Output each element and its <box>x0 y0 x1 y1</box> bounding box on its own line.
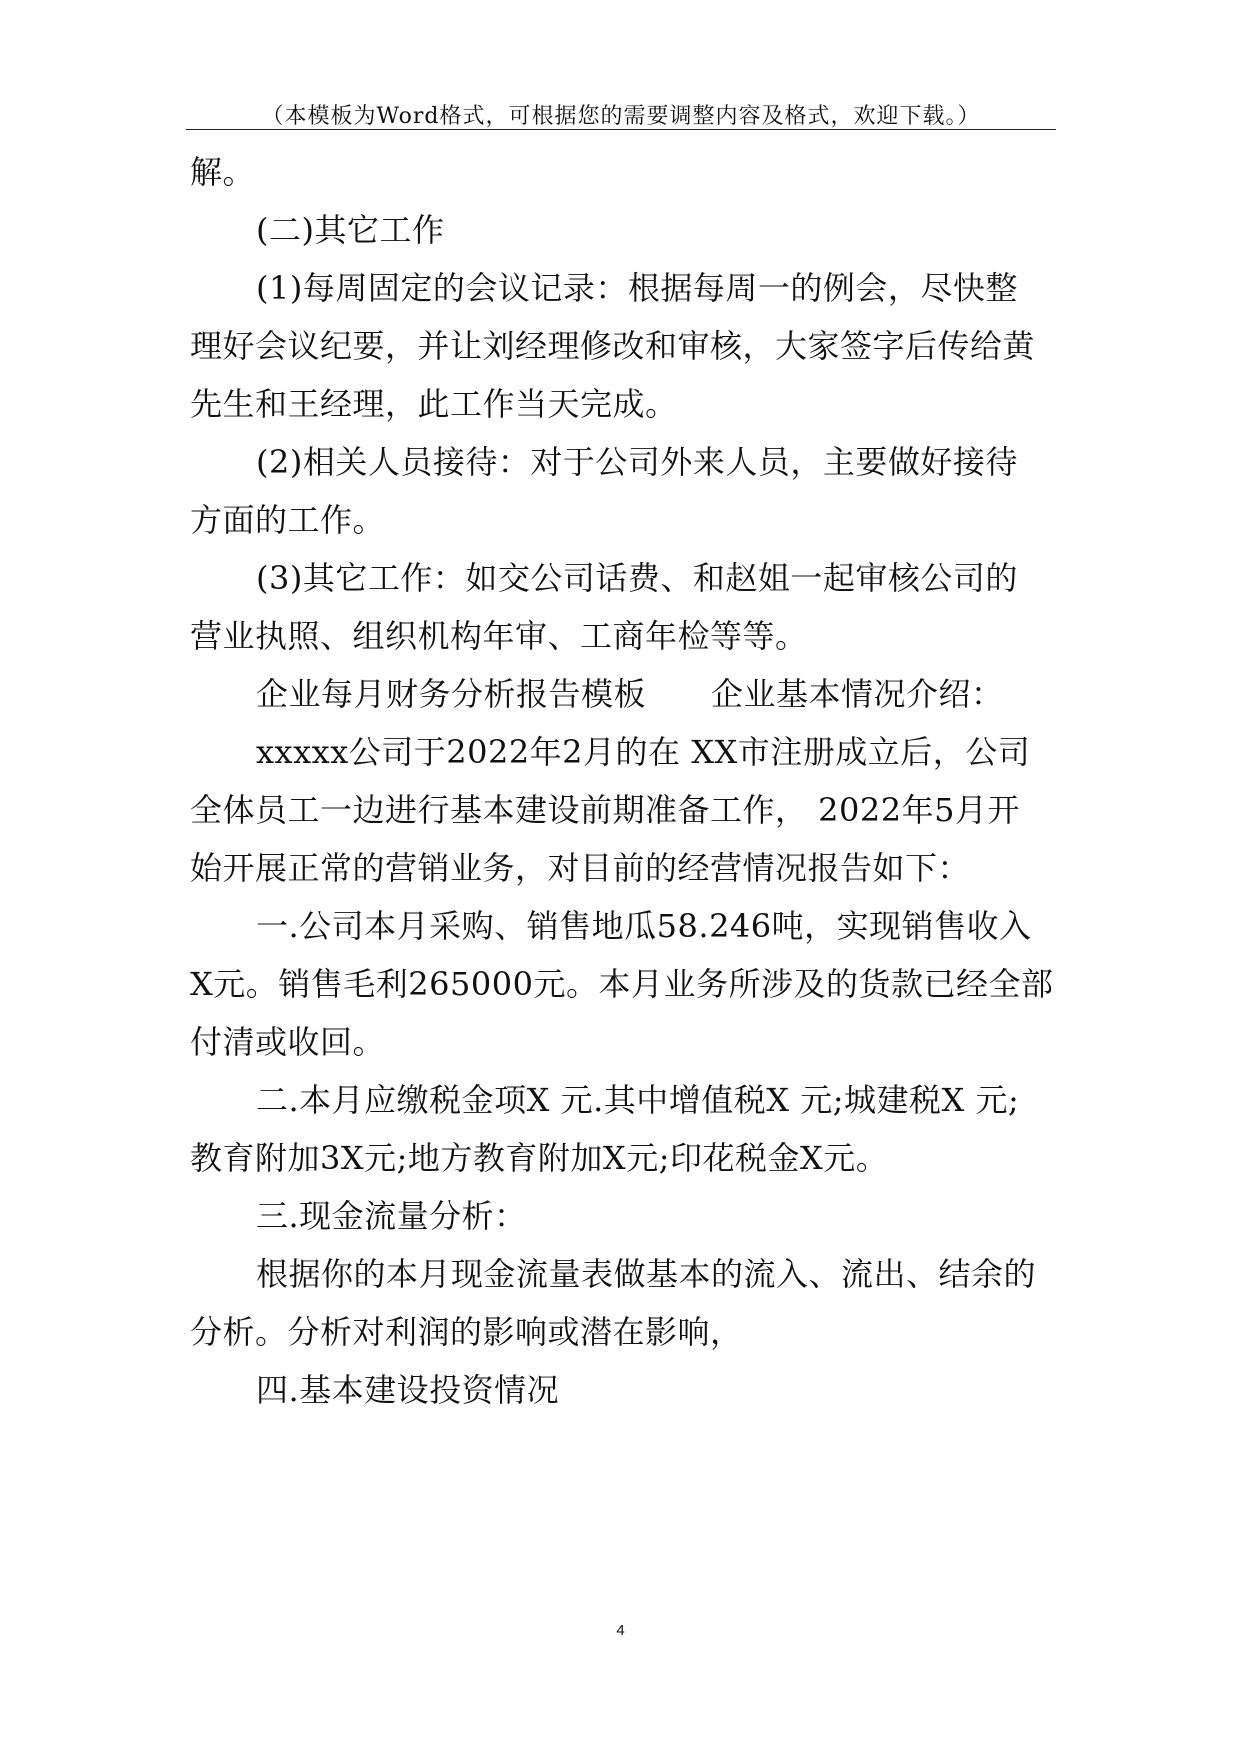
body-line: 方面的工作。 <box>190 501 386 539</box>
body-line: 一.公司本月采购、销售地瓜58.246吨，实现销售收入 <box>256 907 1032 945</box>
body-line: 全体员工一边进行基本建设前期准备工作， 2022年5月开 <box>190 791 1020 829</box>
report-title-line: 企业每月财务分析报告模板 企业基本情况介绍： <box>256 675 1004 713</box>
section-heading-cash-flow: 三.现金流量分析： <box>256 1197 527 1235</box>
body-line: X元。销售毛利265000元。本月业务所涉及的货款已经全部 <box>190 965 1054 1003</box>
header-divider <box>186 129 1056 130</box>
body-line: 营业执照、组织机构年审、工商年检等等。 <box>190 617 808 655</box>
body-line: 先生和王经理，此工作当天完成。 <box>190 385 678 423</box>
body-line: (2)相关人员接待：对于公司外来人员，主要做好接待 <box>256 443 1018 481</box>
body-line: (3)其它工作：如交公司话费、和赵姐一起审核公司的 <box>256 559 1018 597</box>
body-line: 始开展正常的营销业务，对目前的经营情况报告如下： <box>190 849 971 887</box>
body-line: 付清或收回。 <box>190 1023 386 1061</box>
body-line: 教育附加3X元;地方教育附加X元;印花税金X元。 <box>190 1139 889 1177</box>
section-heading-investment: 四.基本建设投资情况 <box>256 1371 560 1409</box>
body-line: 二.本月应缴税金项X 元.其中增值税X 元;城建税X 元; <box>256 1081 1020 1119</box>
header-note: （本模板为Word格式，可根据您的需要调整内容及格式，欢迎下载。） <box>261 104 981 129</box>
section-heading-other-work: (二)其它工作 <box>256 211 445 249</box>
body-line: (1)每周固定的会议记录：根据每周一的例会，尽快整 <box>256 269 1018 307</box>
body-line: 根据你的本月现金流量表做基本的流入、流出、结余的 <box>256 1255 1037 1293</box>
body-line: xxxxx公司于2022年2月的在 XX市注册成立后，公司 <box>256 733 1031 771</box>
body-line: 理好会议纪要，并让刘经理修改和审核，大家签字后传给黄 <box>190 327 1036 365</box>
body-line: 分析。分析对利润的影响或潜在影响， <box>190 1313 743 1351</box>
body-line: 解。 <box>190 153 256 191</box>
page-number: 4 <box>616 1622 625 1639</box>
